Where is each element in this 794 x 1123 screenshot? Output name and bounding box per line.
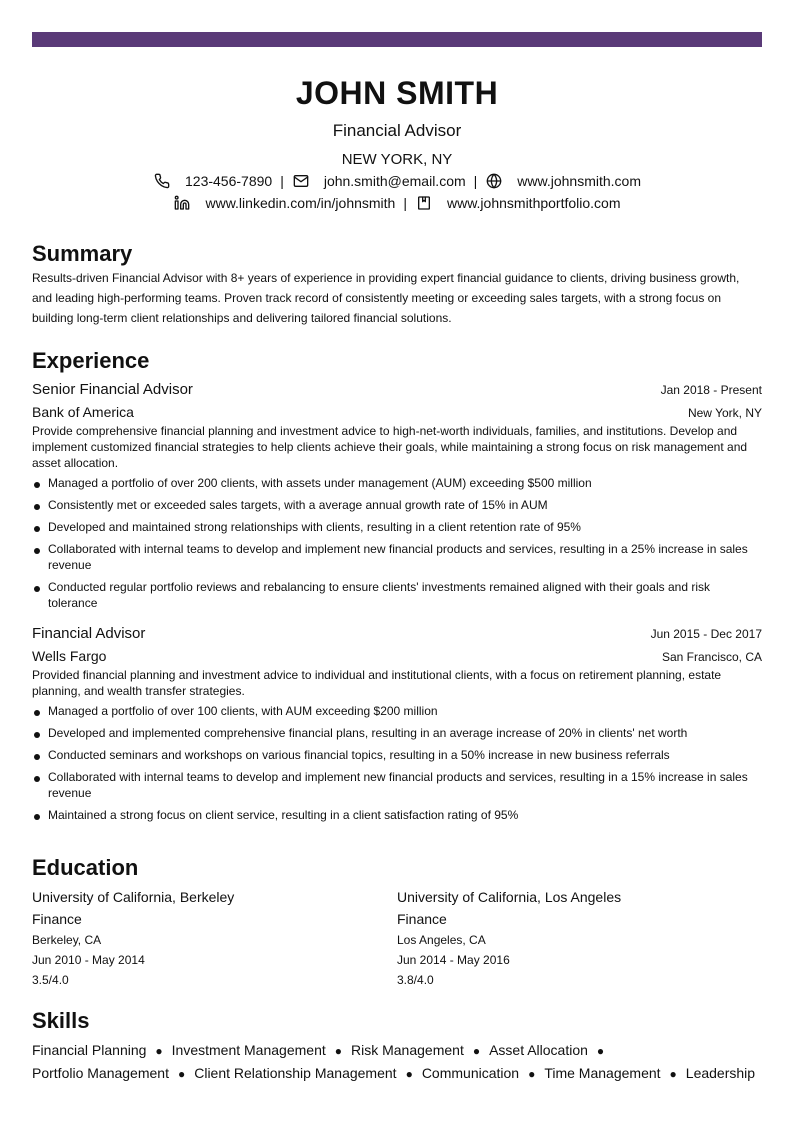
phone-icon [153, 172, 171, 190]
contact-separator: | [280, 173, 284, 189]
skill-item: Portfolio Management [32, 1065, 169, 1081]
edu-gpa: 3.8/4.0 [397, 973, 434, 987]
edu-field: Finance [397, 911, 447, 927]
contact-separator: | [473, 173, 478, 189]
job-company: Wells Fargo [32, 648, 107, 664]
edu-school: University of California, Los Angeles [397, 889, 622, 905]
education-section [32, 854, 762, 990]
job-description: Provide comprehensive financial planning and investment advice to high-net-worth individuals, families, and institutions. Develop and implement customized financial strategies to help clients achieve their goals, while maintaining a strong focus on risk management and asset allocation. [32, 424, 748, 470]
job-description: Provided financial planning and investment advice to individual and institutional clients, with a focus on retirement planning, estate planning, and wealth transfer strategies. [32, 668, 722, 698]
skill-item: Leadership [685, 1065, 756, 1081]
skill-separator: ● [472, 1044, 481, 1058]
accent-bar [32, 32, 762, 47]
edu-dates: Jun 2014 - May 2016 [397, 953, 510, 967]
job-bullets [32, 475, 762, 611]
list-item: Maintained a strong focus on client service, resulting in a client satisfaction rating of 95% [32, 807, 762, 823]
job-entry [32, 623, 762, 823]
job-dates: Jan 2018 - Present [660, 383, 762, 397]
skill-separator: ● [155, 1044, 163, 1058]
candidate-title: Financial Advisor [332, 121, 462, 140]
skill-separator: ● [669, 1067, 677, 1081]
skill-item: Risk Management [351, 1042, 464, 1058]
job-title: Financial Advisor [32, 625, 146, 642]
skills-row-2 [32, 1062, 762, 1085]
list-item: Collaborated with internal teams to develop and implement new financial products and services, resulting in a 15% increase in sales revenue [32, 769, 762, 801]
resume-header [32, 72, 762, 214]
edu-school: University of California, Berkeley [32, 889, 235, 905]
linkedin-link[interactable]: www.linkedin.com/in/johnsmith [205, 195, 396, 211]
list-item: Conducted regular portfolio reviews and rebalancing to ensure clients' investments remained aligned with their goals and risk tolerance [32, 579, 762, 611]
skill-item: Financial Planning [32, 1042, 147, 1058]
job-dates: Jun 2015 - Dec 2017 [650, 627, 762, 641]
summary-text: Results-driven Financial Advisor with 8+ years of experience in providing expert financial guidance to clients, driving business growth, and leading high-performing teams. Proven track record of consistently meeting or exceeding sales targets, with a strong focus on building long-term client relationships and delivering tailored financial solutions. [32, 271, 740, 325]
list-item: Developed and implemented comprehensive financial plans, resulting in an average increase of 20% in clients' net worth [32, 725, 762, 741]
candidate-location: NEW YORK, NY [341, 151, 453, 168]
education-entry [32, 882, 397, 990]
skill-item: Time Management [544, 1065, 661, 1081]
job-company: Bank of America [32, 404, 134, 420]
skill-separator: ● [405, 1067, 413, 1081]
skill-separator: ● [177, 1067, 186, 1081]
experience-section [32, 347, 762, 829]
education-entry [397, 882, 762, 990]
skill-separator: ● [528, 1067, 536, 1081]
education-heading: Education [32, 855, 139, 880]
summary-section [32, 240, 762, 328]
skill-item: Communication [421, 1065, 520, 1081]
portfolio-icon [415, 194, 433, 212]
skill-separator: ● [596, 1044, 605, 1058]
summary-heading: Summary [32, 241, 133, 266]
edu-dates: Jun 2010 - May 2014 [32, 953, 145, 967]
skill-item: Investment Management [171, 1042, 326, 1058]
edu-location: Los Angeles, CA [397, 933, 486, 947]
edu-location: Berkeley, CA [32, 933, 102, 947]
list-item: Consistently met or exceeded sales targets, with a average annual growth rate of 15% in AUM [32, 497, 762, 513]
edu-gpa: 3.5/4.0 [32, 973, 69, 987]
mail-icon [292, 172, 310, 190]
list-item: Conducted seminars and workshops on various financial topics, resulting in a 50% increase in new business referrals [32, 747, 762, 763]
experience-heading: Experience [32, 348, 150, 373]
skills-heading: Skills [32, 1008, 90, 1033]
job-location: New York, NY [687, 406, 762, 420]
contact-row-2 [32, 192, 762, 214]
skill-item: Asset Allocation [489, 1042, 588, 1058]
skill-item: Client Relationship Management [194, 1065, 397, 1081]
skills-row-1 [32, 1039, 762, 1062]
linkedin-icon [173, 194, 191, 212]
list-item: Managed a portfolio of over 100 clients, with AUM exceeding $200 million [32, 703, 762, 719]
job-location: San Francisco, CA [661, 650, 762, 664]
skills-section [32, 1007, 762, 1085]
list-item: Managed a portfolio of over 200 clients, with assets under management (AUM) exceeding $500 million [32, 475, 762, 491]
contact-row-1 [32, 170, 762, 192]
email-link[interactable]: john.smith@email.com [323, 173, 466, 189]
globe-icon [485, 172, 503, 190]
list-item: Collaborated with internal teams to develop and implement new financial products and services, resulting in a 25% increase in sales revenue [32, 541, 762, 573]
job-title: Senior Financial Advisor [32, 381, 193, 398]
candidate-name: JOHN SMITH [295, 75, 499, 111]
job-bullets [32, 703, 762, 823]
edu-field: Finance [32, 911, 82, 927]
website-link[interactable]: www.johnsmith.com [517, 173, 641, 189]
skill-separator: ● [334, 1044, 342, 1058]
phone-number: 123-456-7890 [185, 173, 273, 189]
job-entry [32, 379, 762, 611]
portfolio-link[interactable]: www.johnsmithportfolio.com [446, 195, 621, 211]
list-item: Developed and maintained strong relationships with clients, resulting in a client retention rate of 95% [32, 519, 762, 535]
contact-separator: | [403, 195, 407, 211]
